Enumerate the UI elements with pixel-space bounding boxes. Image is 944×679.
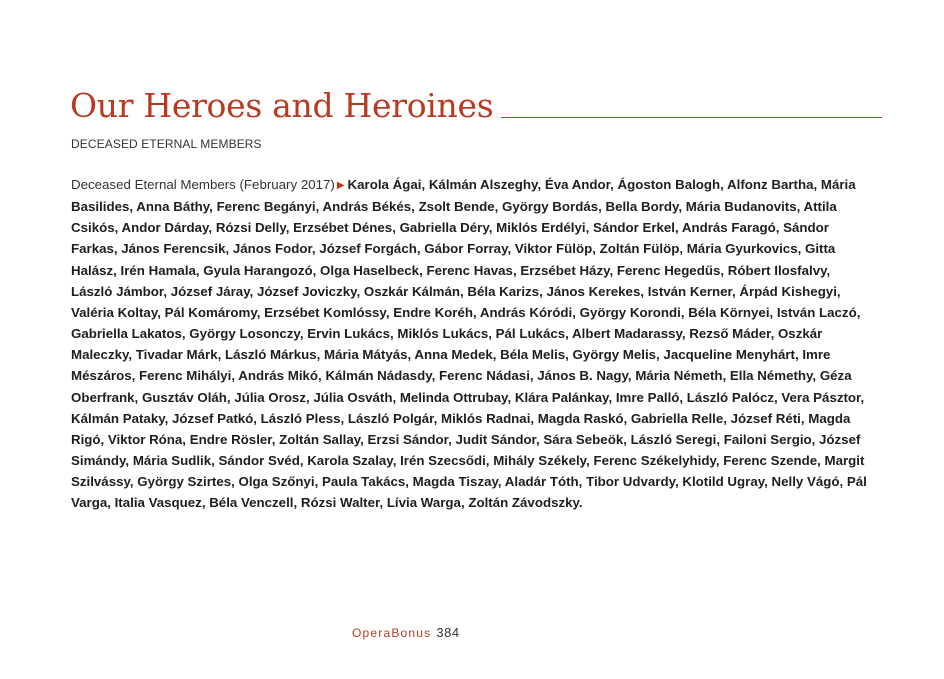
members-paragraph (71, 174, 871, 514)
intro-text: Deceased Eternal Members (February 2017) (71, 177, 335, 192)
triangle-right-icon: ▶ (336, 180, 345, 191)
page-number: 384 (436, 625, 460, 640)
title-underline-rule (501, 117, 882, 118)
section-subtitle: DECEASED ETERNAL MEMBERS (71, 137, 262, 151)
page-footer (352, 624, 460, 642)
page-title: Our Heroes and Heroines (70, 86, 494, 125)
title-row (70, 88, 882, 124)
footer-brand: OperaBonus (352, 626, 432, 640)
member-names: Karola Ágai, Kálmán Alszeghy, Éva Andor, Ágoston Balogh, Alfonz Bartha, Mária Basilides, Anna Báthy, Ferenc Begányi, András Békés, Zsolt Bende, György Bordás, Bella Bordy, Mária Budanovits, Attila Csikós, Andor Dárday, Rózsi Delly, Erzsébet Dénes, Gabriella Déry, Miklós Erdélyi, Sándor Erkel, András Faragó, Sándor Farkas, János Ferencsik, János Fodor, József Forgách, Gábor Forray, Viktor Fülöp, Zoltán Fülöp, Mária Gyurkovics, Gitta Halász, Irén Hamala, Gyula Harangozó, Olga Haselbeck, Ferenc Havas, Erzsébet Házy, Ferenc Hegedűs, Róbert Ilosfalvy, László Jámbor, József Járay, József Joviczky, Oszkár Kálmán, Béla Karizs, János Kerekes, István Kerner, Árpád Kishegyi, Valéria Koltay, Pál Komáromy, Erzsébet Komlóssy, Endre Koréh, András Kóródi, György Korondi, Béla Környei, István Laczó, Gabriella Lakatos, György Losonczy, Ervin Lukács, Miklós Lukács, Pál Lukács, Albert Madarassy, Rezső Máder, Oszkár Maleczky, Tivadar Márk, László Márkus, Mária Mátyás, Anna Medek, Béla Melis, György Melis, Jacqueline Menyhárt, Imre Mészáros, Ferenc Mihályi, András Mikó, Kálmán Nádasdy, Ferenc Nádasi, János B. Nagy, Mária Németh, Ella Némethy, Géza Oberfrank, Gusztáv Oláh, Júlia Orosz, Júlia Osváth, Melinda Ottrubay, Klára Palánkay, Imre Palló, László Palócz, Vera Pásztor, Kálmán Pataky, József Patkó, László Pless, László Polgár, Miklós Radnai, Magda Raskó, Gabriella Relle, József Réti, Magda Rigó, Viktor Róna, Endre Rösler, Zoltán Sallay, Erzsi Sándor, Judit Sándor, Sára Sebeök, László Seregi, Failoni Sergio, József Simándy, Mária Sudlik, Sándor Svéd, Karola Szalay, Irén Szecsődi, Mihály Székely, Ferenc Székelyhidy, Ferenc Szende, Margit Szilvássy, György Szirtes, Olga Szőnyi, Paula Takács, Magda Tiszay, Aladár Tóth, Tibor Udvardy, Klotild Ugray, Nelly Vágó, Pál Varga, Italia Vasquez, Béla Venczell, Rózsi Walter, Lívia Warga, Zoltán Závodszky. (71, 177, 867, 511)
